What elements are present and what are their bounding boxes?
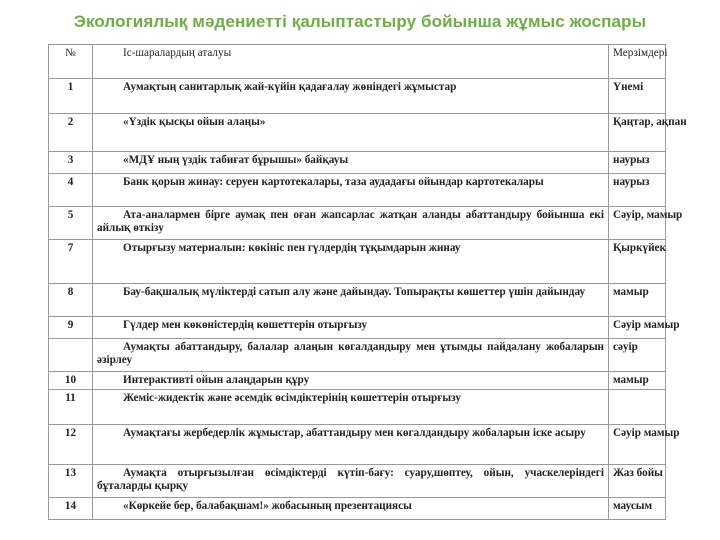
table-row bbox=[49, 79, 666, 114]
row-activity: «Көркейе бер, балабақшам!» жобасының презентациясы bbox=[93, 498, 609, 520]
row-number: 10 bbox=[49, 372, 93, 390]
table-row bbox=[49, 339, 666, 372]
row-number bbox=[49, 339, 93, 372]
table-row bbox=[49, 390, 666, 425]
page-title: Экологиялық мәдениетті қалыптастыру бойынша жұмыс жоспары bbox=[73, 12, 647, 31]
row-date: сәуір bbox=[609, 339, 666, 372]
row-date bbox=[609, 390, 666, 425]
row-number: 8 bbox=[49, 284, 93, 317]
row-activity: Интерактивті ойын алаңдарын құру bbox=[93, 372, 609, 390]
row-activity: Аумақты абаттандыру, балалар алаңын көгалдандыру мен ұтымды пайдалану жобаларын әзірлеу bbox=[93, 339, 609, 372]
row-date: Сәуір, мамыр bbox=[609, 207, 666, 240]
row-activity: Гүлдер мен көкөністердің көшеттерін отырғызу bbox=[93, 317, 609, 339]
row-date: Қаңтар, ақпан bbox=[609, 114, 666, 152]
table-row bbox=[49, 372, 666, 390]
table-row bbox=[49, 498, 666, 520]
row-activity: Банк қорын жинау: серуен картотекалары, таза аудадағы ойындар картотекалары bbox=[93, 174, 609, 207]
row-date: Жаз бойы bbox=[609, 465, 666, 498]
row-number: 4 bbox=[49, 174, 93, 207]
row-number: 9 bbox=[49, 317, 93, 339]
row-number: 3 bbox=[49, 152, 93, 174]
row-date: мамыр bbox=[609, 284, 666, 317]
table-row bbox=[49, 152, 666, 174]
row-activity: «МДҰ ның үздік табиғат бұрышы» байқауы bbox=[93, 152, 609, 174]
row-number: 12 bbox=[49, 425, 93, 465]
row-number: 7 bbox=[49, 240, 93, 284]
header-activity: Іс-шаралардың аталуы bbox=[93, 45, 609, 79]
header-number: № bbox=[49, 45, 93, 79]
table-row bbox=[49, 465, 666, 498]
row-date: Сәуір мамыр bbox=[609, 317, 666, 339]
row-activity: Жеміс-жидектік және әсемдік өсімдіктерінің көшеттерін отырғызу bbox=[93, 390, 609, 425]
row-number: 13 bbox=[49, 465, 93, 498]
row-activity: «Үздік қысқы ойын алаңы» bbox=[93, 114, 609, 152]
row-number: 14 bbox=[49, 498, 93, 520]
row-activity: Аумақтағы жербедерлік жұмыстар, абаттандыру мен көгалдандыру жобаларын іске асыру bbox=[93, 425, 609, 465]
row-number: 5 bbox=[49, 207, 93, 240]
table-row bbox=[49, 284, 666, 317]
row-activity: Ата-аналармен бірге аумақ пен оған жапсарлас жатқан аланды абаттандыру бойынша екі айлық өткізу bbox=[93, 207, 609, 240]
table-row bbox=[49, 240, 666, 284]
row-number: 2 bbox=[49, 114, 93, 152]
row-activity: Бау-бақшалық мүліктерді сатып алу және дайындау. Топырақты көшеттер үшін дайындау bbox=[93, 284, 609, 317]
row-date: наурыз bbox=[609, 152, 666, 174]
row-date: Қыркүйек bbox=[609, 240, 666, 284]
table-row bbox=[49, 114, 666, 152]
row-number: 11 bbox=[49, 390, 93, 425]
header-date: Мерзімдері bbox=[609, 45, 666, 79]
table-row bbox=[49, 317, 666, 339]
row-date: наурыз bbox=[609, 174, 666, 207]
table-row bbox=[49, 425, 666, 465]
row-date: маусым bbox=[609, 498, 666, 520]
work-plan-table bbox=[48, 44, 687, 520]
row-number: 1 bbox=[49, 79, 93, 114]
row-date: мамыр bbox=[609, 372, 666, 390]
table-row bbox=[49, 207, 666, 240]
row-activity: Отырғызу материалын: көкініс пен гүлдердің тұқымдарын жинау bbox=[93, 240, 609, 284]
row-date: Сәуір мамыр bbox=[609, 425, 666, 465]
table-row bbox=[49, 174, 666, 207]
row-activity: Аумақтың санитарлық жай-күйін қадағалау жөніндегі жұмыстар bbox=[93, 79, 609, 114]
table-header-row bbox=[49, 45, 666, 79]
row-activity: Аумақта отырғызылған өсімдіктерді күтіп-бағу: суару,шөптеу, ойын, учаскелеріндегі бұталарды қырқу bbox=[93, 465, 609, 498]
row-date: Үнемі bbox=[609, 79, 666, 114]
